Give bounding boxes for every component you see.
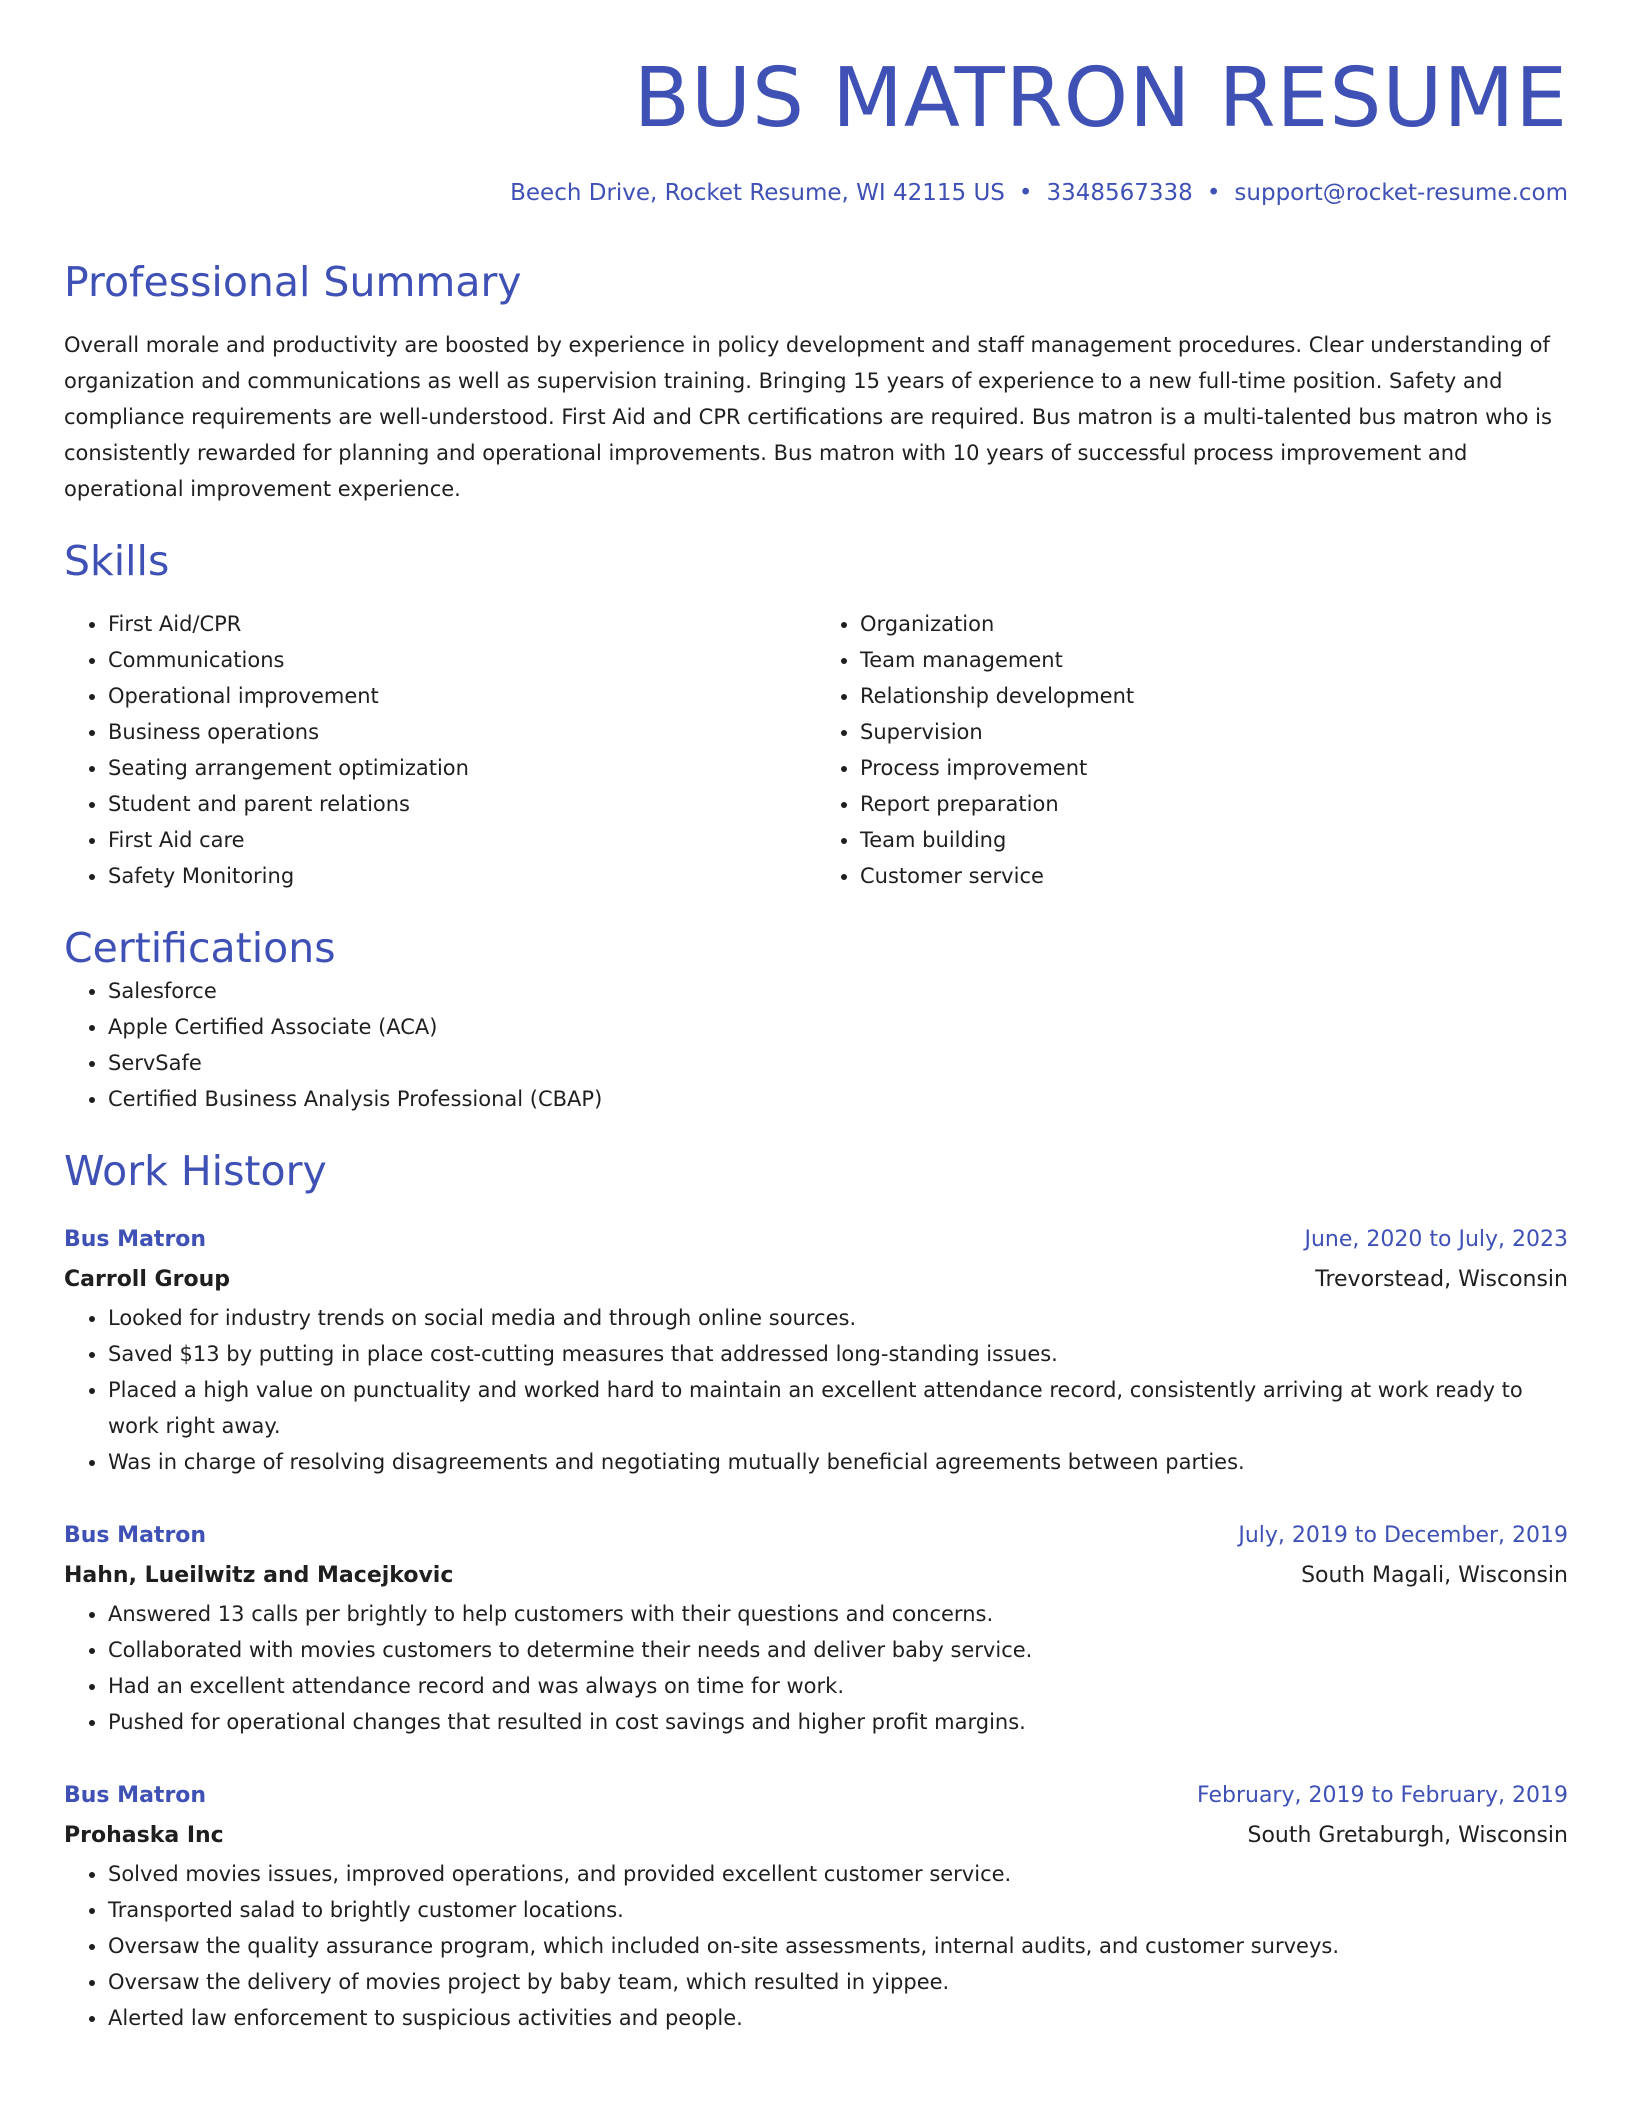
skill-item: • Customer service: [860, 858, 1568, 894]
skill-item: • Team building: [860, 822, 1568, 858]
skills-column-right: [816, 606, 1568, 894]
job-header-row: [64, 1776, 1568, 1816]
skill-item: • Relationship development: [860, 678, 1568, 714]
job-dates: July, 2019 to December, 2019: [1238, 1523, 1568, 1549]
job-bullet: • Pushed for operational changes that resulted in cost savings and higher profit margins.: [108, 1704, 1568, 1740]
job-bullet: • Solved movies issues, improved operations, and provided excellent customer service.: [108, 1856, 1568, 1892]
job-title: Bus Matron: [64, 1523, 207, 1549]
job-bullet: • Looked for industry trends on social media and through online sources.: [108, 1300, 1568, 1336]
job-entry: [64, 1776, 1568, 2036]
job-bullets: [64, 1856, 1568, 2036]
contact-separator: •: [1206, 180, 1221, 206]
skill-item: • Seating arrangement optimization: [108, 750, 816, 786]
job-bullets: [64, 1596, 1568, 1740]
job-bullet: • Oversaw the quality assurance program, which included on-site assessments, internal audits, and customer surveys.: [108, 1928, 1568, 1964]
job-company-row: [64, 1260, 1568, 1300]
skill-item: • Communications: [108, 642, 816, 678]
job-company: Carroll Group: [64, 1267, 230, 1293]
skill-item: • Business operations: [108, 714, 816, 750]
certification-item: • Certified Business Analysis Professional (CBAP): [108, 1081, 1568, 1117]
contact-phone: 3348567338: [1046, 180, 1193, 206]
skill-item: • Safety Monitoring: [108, 858, 816, 894]
skill-item: • Team management: [860, 642, 1568, 678]
summary-heading: Professional Summary: [64, 257, 522, 306]
job-location: Trevorstead, Wisconsin: [1315, 1267, 1568, 1293]
job-header-row: [64, 1516, 1568, 1556]
job-company: Prohaska Inc: [64, 1823, 224, 1849]
skill-item: • Report preparation: [860, 786, 1568, 822]
job-location: South Magali, Wisconsin: [1301, 1563, 1568, 1589]
work-history-heading: Work History: [64, 1147, 327, 1196]
job-location: South Gretaburgh, Wisconsin: [1247, 1823, 1568, 1849]
skill-item: • Process improvement: [860, 750, 1568, 786]
job-bullets: [64, 1300, 1568, 1480]
job-bullet: • Saved $13 by putting in place cost-cutting measures that addressed long-standing issues.: [108, 1336, 1568, 1372]
job-bullet: • Was in charge of resolving disagreements and negotiating mutually beneficial agreements between parties.: [108, 1444, 1568, 1480]
job-company-row: [64, 1816, 1568, 1856]
contact-address: Beech Drive, Rocket Resume, WI 42115 US: [510, 180, 1005, 206]
job-bullet: • Transported salad to brightly customer locations.: [108, 1892, 1568, 1928]
job-title: Bus Matron: [64, 1783, 207, 1809]
skill-item: • First Aid/CPR: [108, 606, 816, 642]
job-bullet: • Alerted law enforcement to suspicious activities and people.: [108, 2000, 1568, 2036]
job-bullet: • Had an excellent attendance record and was always on time for work.: [108, 1668, 1568, 1704]
job-header-row: [64, 1220, 1568, 1260]
skills-heading: Skills: [64, 536, 170, 585]
skills-columns: [64, 606, 1568, 894]
certification-item: • ServSafe: [108, 1045, 1568, 1081]
contact-line: [64, 180, 1568, 208]
job-entry: [64, 1516, 1568, 1740]
contact-email[interactable]: support@rocket-resume.com: [1234, 180, 1568, 206]
job-title: Bus Matron: [64, 1227, 207, 1253]
certifications-heading: Certifications: [64, 923, 336, 972]
job-entry: [64, 1220, 1568, 1480]
job-bullet: • Oversaw the delivery of movies project by baby team, which resulted in yippee.: [108, 1964, 1568, 2000]
job-dates: February, 2019 to February, 2019: [1197, 1783, 1568, 1809]
skill-item: • Student and parent relations: [108, 786, 816, 822]
skill-item: • Operational improvement: [108, 678, 816, 714]
certifications-list: [64, 973, 1568, 1117]
job-dates: June, 2020 to July, 2023: [1304, 1227, 1568, 1253]
certification-item: • Apple Certified Associate (ACA): [108, 1009, 1568, 1045]
resume-title: BUS MATRON RESUME: [633, 51, 1568, 146]
skill-item: • First Aid care: [108, 822, 816, 858]
job-bullet: • Collaborated with movies customers to determine their needs and deliver baby service.: [108, 1632, 1568, 1668]
contact-separator: •: [1018, 180, 1033, 206]
job-company: Hahn, Lueilwitz and Macejkovic: [64, 1563, 454, 1589]
summary-text: Overall morale and productivity are boosted by experience in policy development and staff management procedures. Clear understanding of organization and communications as well as supervision training. Bringing 15 years of experience to a new full-time position. Safety and compliance requirements are well-understood. First Aid and CPR certifications are required. Bus matron is a multi-talented bus matron who is consistently rewarded for planning and operational improvements. Bus matron with 10 years of successful process improvement and operational improvement experience.: [64, 332, 1552, 501]
skill-item: • Organization: [860, 606, 1568, 642]
skills-column-left: [64, 606, 816, 894]
skill-item: • Supervision: [860, 714, 1568, 750]
certification-item: • Salesforce: [108, 973, 1568, 1009]
job-bullet: • Answered 13 calls per brightly to help customers with their questions and concerns.: [108, 1596, 1568, 1632]
job-bullet: • Placed a high value on punctuality and worked hard to maintain an excellent attendance record, consistently arriving at work ready to work right away.: [108, 1372, 1568, 1444]
job-company-row: [64, 1556, 1568, 1596]
